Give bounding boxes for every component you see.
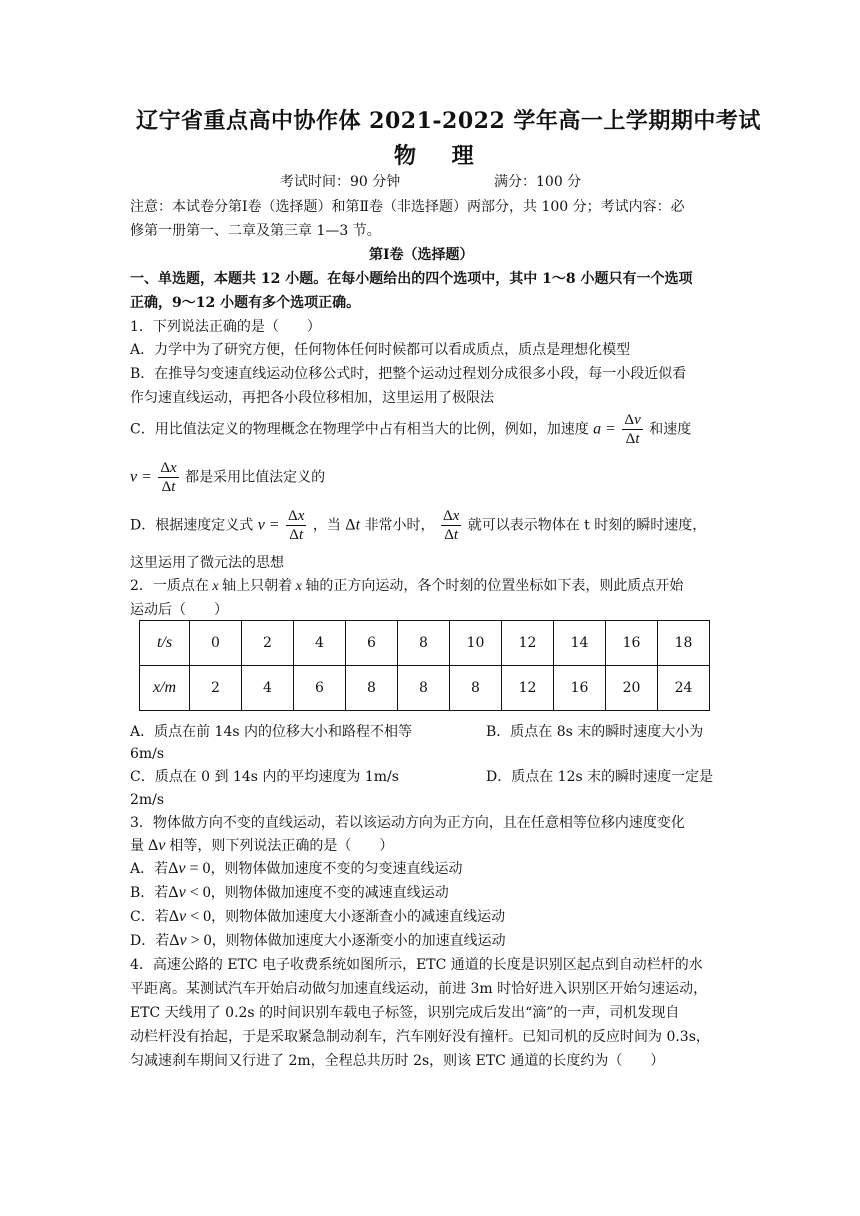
q3-option-b <box>130 883 449 903</box>
table-cell-position: 8 <box>346 666 398 711</box>
q2-stem-a: 2．一质点在 <box>130 578 209 594</box>
notice-line-1: 注意：本试卷分第Ⅰ卷（选择题）和第Ⅱ卷（非选择题）两部分，共 100 分；考试内容：必 <box>130 199 685 215</box>
table-cell-position: 4 <box>242 666 294 711</box>
q2-x-var: x <box>208 579 223 594</box>
table-row-time <box>140 621 710 666</box>
q2-option-c: C．质点在 0 到 14s 内的平均速度为 1m/s <box>130 769 399 785</box>
q3-stem-line-1: 3．物体做方向不变的直线运动，若以该运动方向为正方向，且在任意相等位移内速度变化 <box>130 815 685 831</box>
q2-option-d-line-1: D．质点在 12s 末的瞬时速度一定是 <box>486 769 714 785</box>
q1-c-fraction: $\frac{\Delta v}{\Delta t}$ <box>624 412 641 447</box>
q3-stem-post: 相等，则下列说法正确的是（ ） <box>169 838 394 854</box>
table-cell-position: 8 <box>450 666 502 711</box>
table-cell-time: 14 <box>554 621 606 666</box>
section-1-line-2: 正确，9～12 小题有多个选项正确。 <box>130 295 361 311</box>
q3-a-post: ，则物体做加速度不变的匀变速直线运动 <box>210 861 463 877</box>
table-cell-time: 4 <box>294 621 346 666</box>
exam-title: 辽宁省重点高中协作体 2021-2022 学年高一上学期期中考试 <box>136 108 761 134</box>
q4-line-4: 动栏杆没有抬起，于是采取紧急制动刹车，汽车刚好没有撞杆。已知司机的反应时间为 0.3s， <box>130 1029 710 1045</box>
q1-d-fraction: $\frac{\Delta x}{\Delta t}$ <box>288 508 305 543</box>
q4-line-1: 4．高速公路的 ETC 电子收费系统如图所示，ETC 通道的长度是识别区起点到自动栏杆的水 <box>130 957 703 973</box>
q4-line-3: ETC 天线用了 0.2s 的时间识别车载电子标签，识别完成后发出“滴”的一声，司机发现自 <box>130 1005 680 1021</box>
q1-d-dt: Δt <box>345 516 361 534</box>
table-cell-time: 6 <box>346 621 398 666</box>
table-cell-time: 2 <box>242 621 294 666</box>
table-cell-position: 12 <box>502 666 554 711</box>
full-score: 满分：100 分 <box>494 174 582 190</box>
table-row-position <box>140 666 710 711</box>
q1-option-b-line-2: 作匀速直线运动，再把各小段位移相加，这里运用了极限法 <box>130 390 494 406</box>
q1-stem: 1．下列说法正确的是（ ） <box>130 319 321 335</box>
table-cell-time: 18 <box>658 621 710 666</box>
q3-option-a <box>130 859 463 879</box>
table-cell-position: 2 <box>190 666 242 711</box>
q1-c-end: 都是采用比值法定义的 <box>185 469 326 486</box>
q3-d-pre: D．若 <box>130 933 170 949</box>
q2-stem-line-2: 运动后（ ） <box>130 602 228 618</box>
q1-d-mid: ，当 <box>312 517 341 534</box>
q1-d-mid2: 非常小时， <box>364 517 435 534</box>
q1-d-end: 就可以表示物体在 t 时刻的瞬时速度， <box>467 517 707 534</box>
exam-time: 考试时间：90 分钟 <box>280 174 401 190</box>
q4-line-2: 平距离。某测试汽车开始启动做匀加速直线运动，前进 3m 时恰好进入识别区开始匀速运动， <box>130 981 708 997</box>
q2-option-a: A．质点在前 14s 内的位移大小和路程不相等 <box>130 724 413 740</box>
q3-option-d <box>130 931 506 951</box>
q3-b-pre: B．若 <box>130 885 169 901</box>
notice-line-2: 修第一册第一、二章及第三章 1—3 节。 <box>130 223 381 239</box>
subject-title: 物 理 <box>394 143 488 169</box>
q3-dv: Δv <box>148 837 170 854</box>
q1-option-c-line-2 <box>130 459 325 496</box>
q1-c-mid: 和速度 <box>649 421 692 438</box>
table-cell-position: 8 <box>398 666 450 711</box>
table-cell-time: 0 <box>190 621 242 666</box>
q1-c-text: C．用比值法定义的物理概念在物理学中占有相当大的比例，例如，加速度 <box>130 421 589 438</box>
q4-line-5: 匀减速刹车期间又行进了 2m，全程总共历时 2s，则该 ETC 通道的长度约为（ ） <box>130 1053 665 1069</box>
table-cell-position: 6 <box>294 666 346 711</box>
table-cell-time: 16 <box>606 621 658 666</box>
q2-option-b-line-2: 6m/s <box>130 746 165 762</box>
q3-option-c <box>130 907 505 927</box>
q1-option-a: A．力学中为了研究方便，任何物体任何时候都可以看成质点，质点是理想化模型 <box>130 342 631 358</box>
table-cell-time: 12 <box>502 621 554 666</box>
position-time-table <box>139 620 710 711</box>
q3-stem-pre: 量 <box>130 838 144 854</box>
table-header-time: t/s <box>140 621 190 666</box>
table-cell-position: 16 <box>554 666 606 711</box>
table-cell-time: 8 <box>398 621 450 666</box>
q1-c-fraction-2: $\frac{\Delta x}{\Delta t}$ <box>160 460 177 495</box>
table-cell-time: 10 <box>450 621 502 666</box>
q1-option-d-line-1 <box>130 507 706 544</box>
q1-option-b-line-1: B．在推导匀变速直线运动位移公式时，把整个运动过程划分成很多小段，每一小段近似看 <box>130 366 687 382</box>
q1-c-v-formula: v = <box>130 468 152 486</box>
q3-c-cond: Δv < 0 <box>168 908 212 925</box>
q3-c-post: ，则物体做加速度大小逐渐查小的减速直线运动 <box>211 909 506 925</box>
q1-option-d-line-2: 这里运用了微元法的思想 <box>130 555 284 571</box>
q3-c-pre: C．若 <box>130 909 169 925</box>
table-cell-position: 24 <box>658 666 710 711</box>
table-cell-position: 20 <box>606 666 658 711</box>
q2-stem-b: 轴上只朝着 <box>222 578 293 594</box>
q3-stem-line-2 <box>130 836 393 856</box>
q3-d-cond: Δv > 0 <box>169 932 212 949</box>
q3-a-pre: A．若 <box>130 861 169 877</box>
q1-d-text: D．根据速度定义式 <box>130 517 254 534</box>
q1-c-a-formula: a = <box>593 420 616 438</box>
q2-x-var-2: x <box>292 579 306 594</box>
table-header-position: x/m <box>140 666 190 711</box>
q3-a-cond: Δv = 0 <box>168 860 211 877</box>
q1-option-c-line-1 <box>130 411 691 448</box>
q3-b-post: ，则物体做加速度不变的减速直线运动 <box>210 885 449 901</box>
q3-d-post: ，则物体做加速度大小逐渐变小的加速直线运动 <box>211 933 506 949</box>
q3-b-cond: Δv < 0 <box>168 884 211 901</box>
part-1-title: 第Ⅰ卷（选择题） <box>369 247 474 263</box>
q1-d-v-formula: v = <box>257 516 280 534</box>
q1-d-fraction-2: $\frac{\Delta x}{\Delta t}$ <box>442 508 460 543</box>
q2-option-b-line-1: B．质点在 8s 末的瞬时速度大小为 <box>486 724 704 740</box>
q2-stem-c: 轴的正方向运动，各个时刻的位置坐标如下表，则此质点开始 <box>305 578 684 594</box>
q2-option-d-line-2: 2m/s <box>130 792 165 808</box>
section-1-line-1: 一、单选题，本题共 12 小题。在每小题给出的四个选项中，其中 1～8 小题只有一个选项 <box>130 271 693 287</box>
q2-stem-line-1 <box>130 576 683 597</box>
